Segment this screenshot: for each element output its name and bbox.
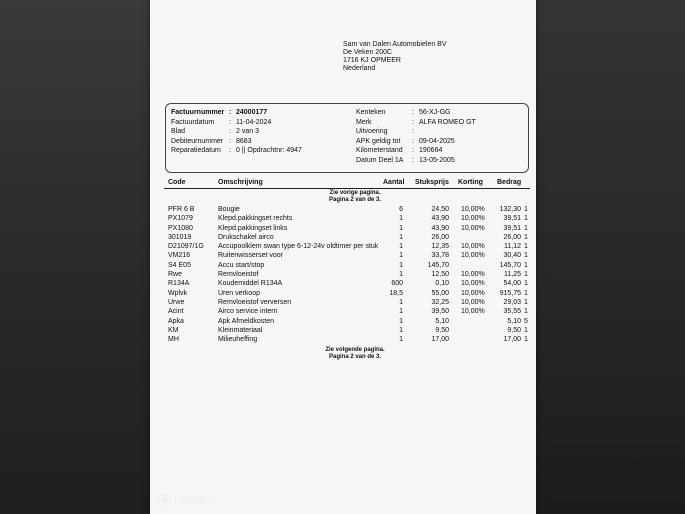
item-code: Apka bbox=[168, 317, 184, 325]
invoice-page bbox=[150, 0, 536, 514]
table-row bbox=[168, 327, 528, 336]
item-code: D21097/1G bbox=[168, 243, 204, 251]
item-description: Milieuheffing bbox=[218, 336, 258, 344]
item-vat-code: 1 bbox=[524, 271, 528, 279]
table-row bbox=[168, 318, 528, 327]
item-amount: 35,55 bbox=[503, 308, 521, 316]
item-vat-code: 1 bbox=[524, 233, 528, 241]
previous-page-line-2: Pagina 2 van de 3. bbox=[328, 197, 382, 203]
registration-date-value: 13-05-2005 bbox=[419, 156, 455, 164]
invoice-number-value: 24000177 bbox=[236, 109, 268, 116]
company-address bbox=[343, 41, 447, 73]
next-page-line-2: Pagina 2 van de 3. bbox=[328, 354, 382, 360]
item-vat-code: 1 bbox=[524, 336, 528, 344]
watermark bbox=[158, 493, 215, 507]
company-street: De Veken 200C bbox=[343, 49, 393, 56]
item-description: Bougie bbox=[218, 206, 240, 213]
plate-row: Kenteken : 56-XJ-GG bbox=[356, 109, 451, 116]
item-amount: 145,70 bbox=[499, 261, 521, 269]
item-code: PX1080 bbox=[168, 224, 193, 232]
item-description: Uren verkoop bbox=[218, 289, 261, 297]
item-quantity: 1 bbox=[399, 326, 403, 334]
line-items bbox=[168, 206, 528, 345]
table-row bbox=[168, 252, 528, 261]
item-description: Airco service intern bbox=[218, 308, 278, 316]
company-name: Sam van Dalen Automobielen BV bbox=[343, 41, 447, 48]
item-vat-code: 1 bbox=[524, 261, 528, 269]
next-page-note bbox=[300, 347, 410, 361]
item-amount: 5,10 bbox=[507, 317, 521, 325]
brand-label: Merk bbox=[356, 118, 372, 126]
item-amount: 132,30 bbox=[499, 206, 521, 213]
col-quantity: Aantal bbox=[383, 179, 405, 186]
item-discount: 10,00% bbox=[461, 215, 485, 223]
invoice-number-row: Factuurnummer : 24000177 bbox=[171, 109, 268, 116]
item-vat-code: 1 bbox=[524, 280, 528, 288]
item-amount: 11,25 bbox=[504, 271, 521, 279]
apk-row: APK geldig tot : 09-04-2025 bbox=[356, 137, 455, 145]
plate-label: Kenteken bbox=[356, 109, 386, 116]
item-discount: 10,00% bbox=[461, 308, 485, 316]
item-quantity: 1 bbox=[399, 233, 403, 241]
sheet-value: 2 van 3 bbox=[236, 128, 259, 136]
item-vat-code: 1 bbox=[524, 298, 528, 306]
item-amount: 39,51 bbox=[503, 224, 521, 232]
item-discount: 10,00% bbox=[461, 298, 485, 306]
item-quantity: 6 bbox=[399, 206, 403, 213]
item-quantity: 1 bbox=[399, 215, 403, 223]
table-row bbox=[168, 225, 528, 234]
invoice-date-label: Factuurdatum bbox=[171, 118, 215, 126]
repair-date-value: 0 || Opdrachtnr: 4947 bbox=[236, 147, 302, 155]
item-code: VM216 bbox=[168, 252, 191, 260]
item-description: Klepd.pakkingset rechts bbox=[218, 215, 293, 223]
item-description: Accupoolklem swan type 6-12-24v oldtimer per stuk bbox=[218, 243, 379, 251]
company-country: Nederland bbox=[343, 65, 376, 72]
repair-date-row: Reparatiedatum : 0 || Opdrachtnr: 4947 bbox=[171, 147, 302, 155]
apk-value: 09-04-2025 bbox=[419, 137, 455, 145]
debtor-row: Debiteurnummer : 8683 bbox=[171, 137, 252, 145]
item-unit-price: 33,78 bbox=[431, 252, 449, 260]
sheet-label: Blad bbox=[171, 128, 186, 136]
item-description: Kleinmateriaal bbox=[218, 326, 263, 334]
item-quantity: 1 bbox=[399, 271, 403, 279]
item-vat-code: 1 bbox=[524, 243, 528, 251]
debtor-value: 8683 bbox=[236, 137, 252, 145]
item-vat-code: 1 bbox=[524, 252, 528, 260]
next-page-line-1: Zie volgende pagina. bbox=[325, 347, 385, 353]
item-unit-price: 43,90 bbox=[431, 215, 449, 223]
item-quantity: 1 bbox=[399, 336, 403, 344]
brand-value: ALFA ROMEO GT bbox=[419, 118, 476, 126]
table-row bbox=[168, 308, 528, 317]
header-divider bbox=[164, 188, 530, 189]
item-unit-price: 43,90 bbox=[431, 224, 449, 232]
debtor-label: Debiteurnummer bbox=[171, 137, 224, 145]
item-code: 301019 bbox=[168, 233, 192, 241]
item-description: Apk Afmeldkosten bbox=[218, 317, 275, 325]
item-quantity: 1 bbox=[399, 298, 403, 306]
item-vat-code: 1 bbox=[524, 224, 528, 232]
table-row bbox=[168, 262, 528, 271]
item-amount: 39,51 bbox=[503, 215, 521, 223]
item-unit-price: 9,50 bbox=[435, 326, 449, 334]
item-vat-code: 1 bbox=[524, 308, 528, 316]
item-code: MH bbox=[168, 336, 179, 344]
item-unit-price: 24,50 bbox=[431, 206, 449, 213]
item-description: Klepd.pakkingset links bbox=[218, 224, 288, 232]
item-quantity: 1 bbox=[399, 252, 403, 260]
col-unit-price: Stuksprijs bbox=[415, 179, 449, 186]
item-code: KM bbox=[168, 326, 179, 334]
item-unit-price: 5,10 bbox=[435, 317, 449, 325]
item-amount: 29,03 bbox=[503, 298, 521, 306]
item-code: Urwe bbox=[168, 298, 185, 306]
item-discount: 10,00% bbox=[461, 289, 485, 297]
background-left bbox=[0, 0, 150, 514]
table-row bbox=[168, 243, 528, 252]
mileage-row: Kilometerstand : 190664 bbox=[356, 147, 443, 155]
invoice-header-box bbox=[165, 103, 529, 173]
item-quantity: 1 bbox=[399, 308, 403, 316]
company-city: 1716 KJ OPMEER bbox=[343, 57, 401, 64]
item-unit-price: 39,50 bbox=[431, 308, 449, 316]
mobilox-logo-icon bbox=[158, 494, 171, 507]
item-unit-price: 55,00 bbox=[431, 289, 449, 297]
item-unit-price: 12,50 bbox=[431, 271, 449, 279]
vehicle-details bbox=[356, 108, 476, 166]
item-code: Acint bbox=[168, 308, 184, 316]
table-row bbox=[168, 290, 528, 299]
item-amount: 9,50 bbox=[507, 326, 521, 334]
item-quantity: 1 bbox=[399, 243, 403, 251]
previous-page-line-1: Zie vorige pagina. bbox=[329, 190, 381, 196]
table-row bbox=[168, 280, 528, 289]
item-unit-price: 145,70 bbox=[427, 261, 449, 269]
item-description: Koudemiddel R134A bbox=[218, 280, 283, 288]
item-description: Remvloeistof verversen bbox=[218, 298, 292, 306]
item-discount: 10,00% bbox=[461, 252, 485, 260]
table-row bbox=[168, 271, 528, 280]
item-code: R134A bbox=[168, 280, 190, 288]
invoice-details bbox=[171, 108, 302, 156]
item-vat-code: 1 bbox=[524, 326, 528, 334]
item-unit-price: 32,25 bbox=[431, 298, 449, 306]
invoice-date-value: 11-04-2024 bbox=[236, 118, 272, 126]
item-code: Rwe bbox=[168, 271, 183, 279]
table-row bbox=[168, 206, 528, 215]
item-unit-price: 26,00 bbox=[431, 233, 449, 241]
invoice-number-label: Factuurnummer bbox=[171, 109, 225, 116]
item-amount: 54,00 bbox=[503, 280, 521, 288]
item-amount: 915,75 bbox=[499, 289, 521, 297]
previous-page-note bbox=[300, 190, 410, 204]
item-amount: 30,40 bbox=[503, 252, 521, 260]
repair-date-label: Reparatiedatum bbox=[171, 147, 221, 155]
item-quantity: 1 bbox=[399, 317, 403, 325]
item-description: Drukschakel airco bbox=[218, 233, 274, 241]
item-description: Remvloeistof bbox=[218, 271, 259, 279]
item-discount: 10,00% bbox=[461, 271, 485, 279]
table-row bbox=[168, 336, 528, 345]
sheet-row: Blad : 2 van 3 bbox=[171, 128, 259, 136]
item-discount: 10,00% bbox=[461, 206, 485, 213]
item-code: Wplvk bbox=[168, 289, 188, 297]
item-discount: 10,00% bbox=[461, 224, 485, 232]
apk-label: APK geldig tot bbox=[356, 137, 401, 145]
item-code: PX1079 bbox=[168, 215, 193, 223]
background-right bbox=[535, 0, 685, 514]
mileage-value: 190664 bbox=[419, 147, 443, 155]
col-code: Code bbox=[168, 179, 186, 186]
item-amount: 11,12 bbox=[504, 243, 521, 251]
item-vat-code: 5 bbox=[524, 317, 528, 325]
invoice-date-row: Factuurdatum : 11-04-2024 bbox=[171, 118, 272, 126]
variant-label: Uitvoering bbox=[356, 128, 388, 136]
item-unit-price: 0,10 bbox=[435, 280, 449, 288]
item-vat-code: 1 bbox=[524, 215, 528, 223]
plate-value: 56-XJ-GG bbox=[419, 109, 451, 116]
item-discount: 10,00% bbox=[461, 280, 485, 288]
item-quantity: 1 bbox=[399, 261, 403, 269]
item-unit-price: 12,35 bbox=[431, 243, 449, 251]
item-description: Accu start/stop bbox=[218, 261, 265, 269]
col-description: Omschrijving bbox=[218, 179, 263, 186]
col-amount: Bedrag bbox=[497, 179, 522, 186]
table-row bbox=[168, 234, 528, 243]
mileage-label: Kilometerstand bbox=[356, 147, 403, 155]
item-discount: 10,00% bbox=[461, 243, 485, 251]
item-code: PFR 6 B bbox=[168, 206, 195, 213]
item-quantity: 600 bbox=[391, 280, 403, 288]
table-row bbox=[168, 215, 528, 224]
table-row bbox=[168, 299, 528, 308]
watermark-text: mobilox bbox=[174, 493, 216, 507]
item-vat-code: 1 bbox=[524, 289, 528, 297]
variant-row: Uitvoering : bbox=[356, 128, 414, 136]
registration-date-label: Datum Deel 1A bbox=[356, 156, 404, 164]
item-unit-price: 17,00 bbox=[431, 336, 449, 344]
col-discount: Korting bbox=[458, 179, 483, 186]
item-quantity: 1 bbox=[399, 224, 403, 232]
item-quantity: 18,5 bbox=[389, 289, 403, 297]
item-code: S4 E05 bbox=[168, 261, 191, 269]
item-amount: 26,00 bbox=[503, 233, 521, 241]
registration-date-row: Datum Deel 1A : 13-05-2005 bbox=[356, 156, 455, 164]
item-description: Ruitenwisserset voor bbox=[218, 252, 283, 260]
item-amount: 17,00 bbox=[503, 336, 521, 344]
item-vat-code: 1 bbox=[524, 206, 528, 213]
brand-row: Merk : ALFA ROMEO GT bbox=[356, 118, 476, 126]
